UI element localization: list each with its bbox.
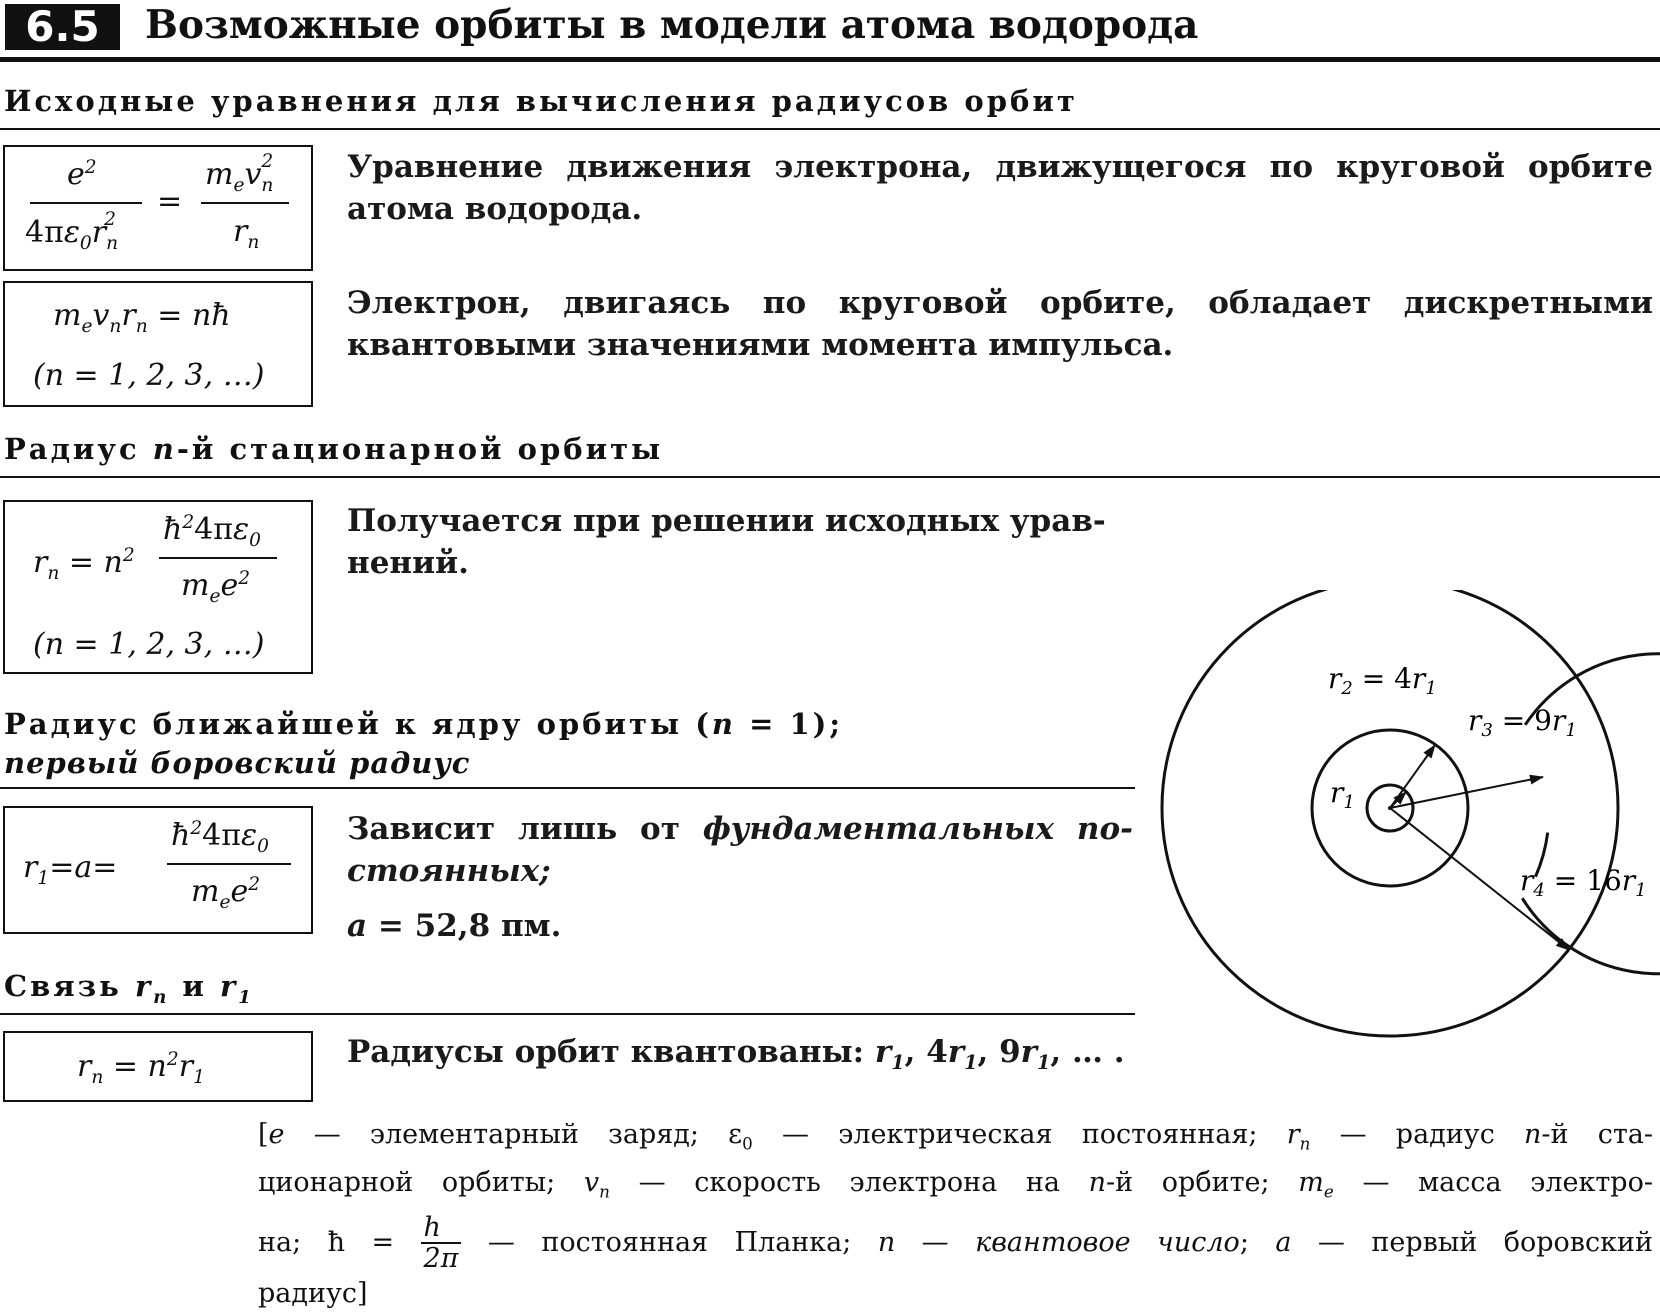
- legend-italic: квантовое число: [975, 1226, 1240, 1258]
- frac-num: h: [421, 1213, 462, 1245]
- n-range: (n = 1, 2, 3, …): [33, 627, 265, 662]
- heading-text: Связь: [4, 969, 135, 1003]
- formula-box-radius-n: [3, 500, 313, 674]
- value-text: = 52,8 пм.: [367, 908, 562, 944]
- fraction-bar: [159, 557, 277, 559]
- orbit-4: [1162, 590, 1618, 1036]
- text-run: Радиусы орбит квантованы:: [347, 1034, 875, 1070]
- section-heading-link: [4, 969, 254, 1008]
- heading-text: -й стационарной орбиты: [176, 432, 664, 466]
- legend-text: ;: [1239, 1226, 1276, 1258]
- frac-den: 2π: [423, 1243, 459, 1275]
- heading-text: Радиус: [4, 432, 153, 466]
- description-fundamental: [347, 808, 1133, 850]
- fraction-bar: [201, 202, 289, 204]
- bohr-radius-value: [347, 905, 561, 947]
- heading-var: n: [152, 432, 177, 466]
- r3-label: $r_3 = 9r_1$: [1468, 704, 1577, 741]
- section-heading-radius-n: [4, 432, 663, 466]
- legend: [258, 1115, 1653, 1314]
- n-range: (n = 1, 2, 3, …): [33, 358, 265, 393]
- heading-text: Радиус ближайшей к ядру орбиты (: [4, 707, 712, 741]
- description-motion-2: атома водорода.: [347, 191, 643, 227]
- r2-label: $r_2 = 4r_1$: [1328, 662, 1437, 699]
- section-rule: [0, 1013, 1135, 1015]
- section-rule: [0, 476, 1660, 478]
- formula-box-motion: [3, 145, 313, 271]
- formula-lhs: $r_n = n^2$: [33, 545, 135, 584]
- legend-text: на; ħ =: [258, 1226, 421, 1258]
- legend-line: [e — элементарный заряд; $\varepsilon_0$ — электрическая постоянная; $r_n$ — радиус n-й ста-: [258, 1119, 1653, 1154]
- description-solution-1: Получается при решении исходных урав-: [347, 503, 1106, 539]
- section-number-badge: 6.5: [5, 4, 120, 50]
- description-momentum-2: квантовыми значениями момента импульса.: [347, 327, 1174, 363]
- r4-arrow: [1390, 808, 1569, 950]
- section-rule: [0, 128, 1660, 130]
- equals-sign: =: [157, 184, 183, 219]
- formula-frac-num: $e^2$: [67, 157, 97, 192]
- formula-frac-num: $ħ^24\pi\varepsilon_0$: [171, 818, 269, 857]
- description-motion: [347, 146, 1653, 188]
- description-momentum: [347, 282, 1653, 324]
- formula-frac-num: $ħ^24\pi\varepsilon_0$: [163, 512, 261, 551]
- description-fundamental-2: стоянных;: [347, 853, 551, 889]
- orbit-diagram: [1150, 590, 1660, 1050]
- legend-line-last: радиус]: [258, 1277, 368, 1309]
- legend-text: — постоянная Планка;: [461, 1226, 878, 1258]
- text-run: Зависит лишь от: [347, 811, 703, 847]
- description-quantized: Радиусы орбит квантованы: $r_1$, $4r_1$, $9r_1$, … .: [347, 1034, 1125, 1075]
- heading-text: и: [169, 969, 221, 1003]
- formula-box-momentum: [3, 281, 313, 407]
- value-var: a: [347, 908, 368, 944]
- hbar-fraction: [421, 1213, 462, 1274]
- formula-frac-den: $m_ee^2$: [181, 568, 251, 607]
- formula-link: $r_n = n^2r_1$: [77, 1049, 205, 1088]
- heading-var: n: [711, 707, 737, 741]
- legend-text: —: [895, 1226, 976, 1258]
- page-title: Возможные орбиты в модели атома водорода: [145, 2, 1199, 48]
- legend-var: n: [877, 1226, 896, 1258]
- formula-frac-den: $4\pi\varepsilon_0r_n^2$: [25, 209, 119, 254]
- text-line: Уравнение движения электрона, движущегося по круговой орбите: [347, 149, 1653, 185]
- formula-lhs: $r_1=a=$: [23, 850, 118, 889]
- text-run: , … .: [1050, 1034, 1125, 1070]
- formula-frac-num: $m_ev_n^2$: [205, 151, 274, 196]
- formula-momentum: $m_ev_nr_n$ = nħ: [53, 298, 231, 337]
- section-rule: [0, 787, 1135, 789]
- section-heading-initial: Исходные уравнения для вычисления радиусов орбит: [4, 84, 1078, 118]
- text-line: Электрон, двигаясь по круговой орбите, обладает дискретными: [347, 285, 1653, 321]
- fraction-bar: [167, 863, 291, 865]
- heading-var: $r_1$: [220, 969, 254, 1008]
- heading-var: $r_n$: [134, 969, 170, 1008]
- text-run-italic: фундаментальных по-: [702, 811, 1133, 847]
- formula-frac-den: $r_n$: [233, 214, 260, 253]
- r1-label: $r_1$: [1330, 776, 1355, 813]
- description-solution-2: нений.: [347, 545, 469, 581]
- legend-var: a: [1275, 1226, 1292, 1258]
- formula-box-r1: [3, 806, 313, 934]
- fraction-bar: [30, 202, 142, 204]
- heading-text: = 1);: [736, 707, 844, 741]
- legend-text: — первый боровский: [1291, 1226, 1653, 1258]
- section-heading-nearest: [4, 707, 843, 741]
- formula-box-link: [3, 1031, 313, 1102]
- legend-line: ционарной орбиты; $v_n$ — скорость электрона на n-й орбите; $m_e$ — масса электро-: [258, 1167, 1653, 1202]
- title-rule: [0, 57, 1660, 62]
- section-heading-bohr-radius: первый боровский радиус: [4, 746, 471, 780]
- legend-line: [258, 1212, 1653, 1274]
- r4-label: $r_4 = 16r_1$: [1520, 864, 1647, 901]
- formula-frac-den: $m_ee^2$: [191, 874, 261, 913]
